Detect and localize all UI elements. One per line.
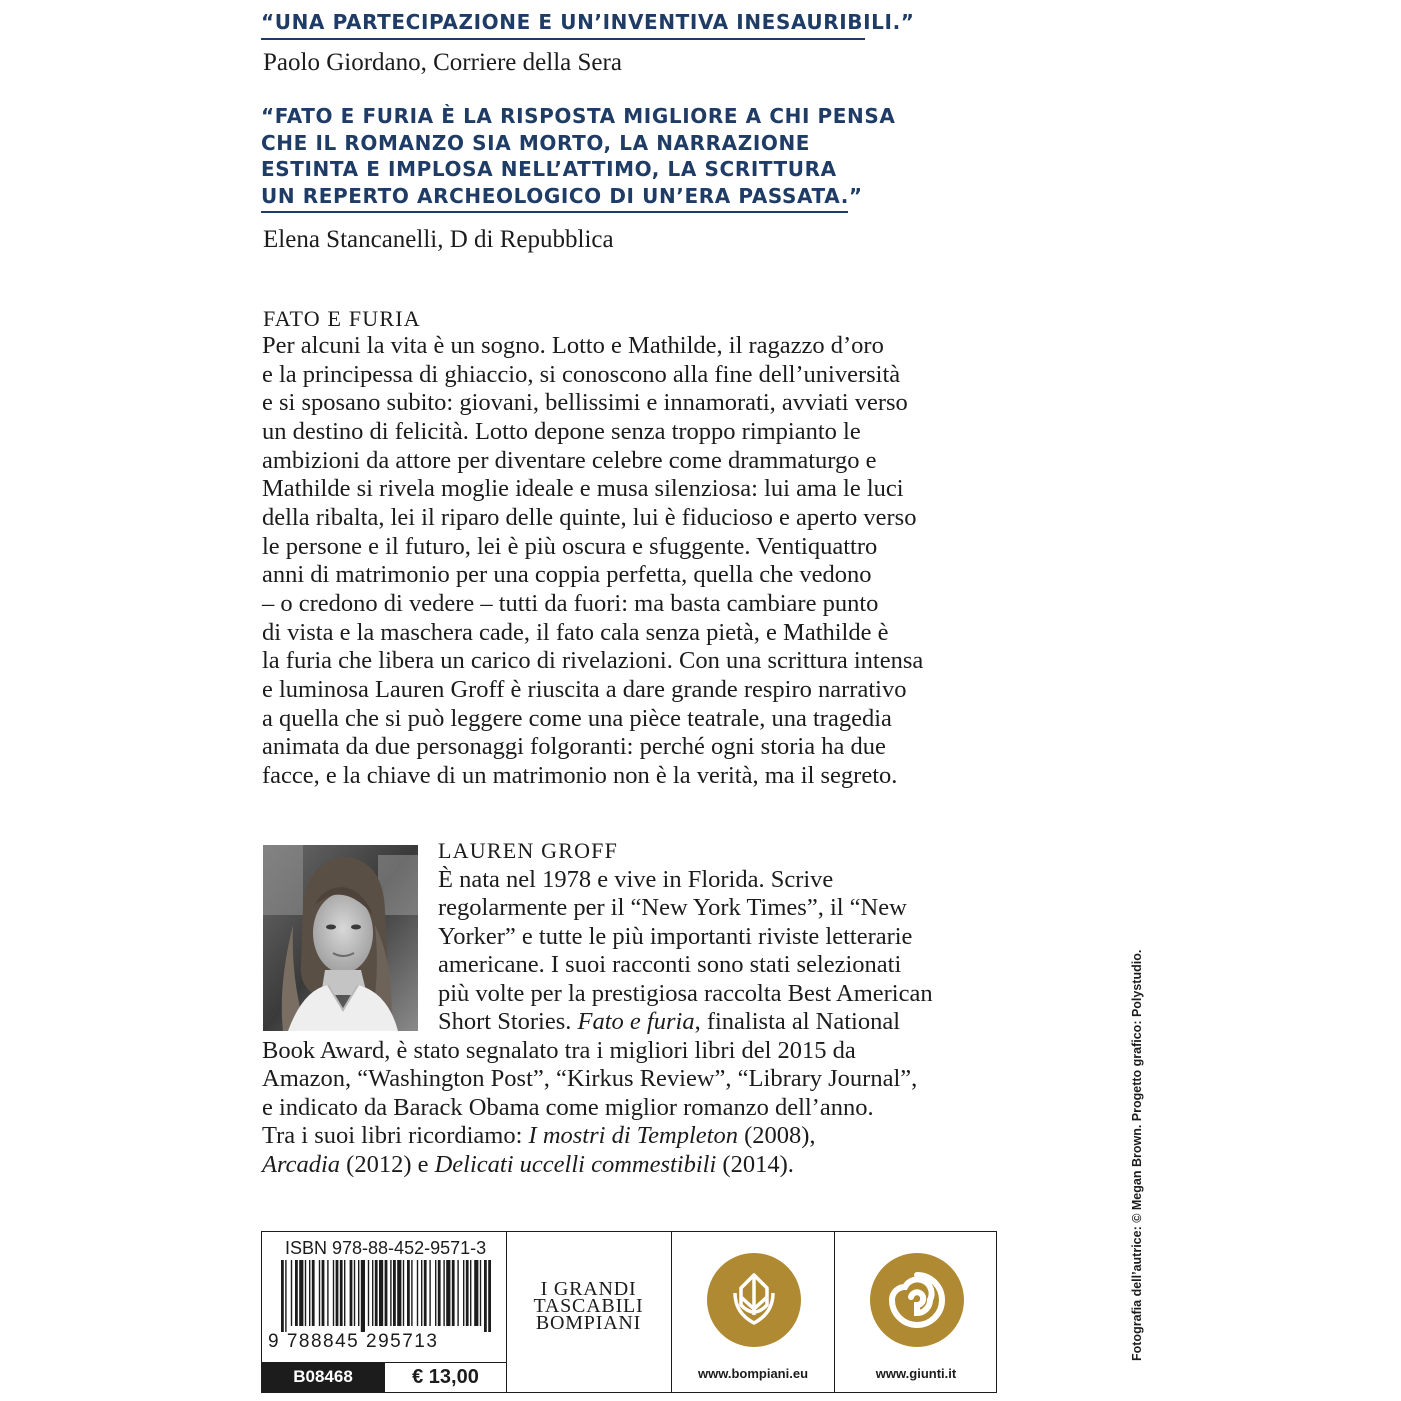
barcode-bar [333, 1260, 334, 1326]
product-code: B08468 [262, 1362, 384, 1392]
book-title-delicati: Delicati uccelli commestibili [434, 1151, 717, 1178]
bompiani-logo-icon [707, 1253, 801, 1347]
barcode-bar [299, 1260, 303, 1326]
synopsis-line: della ribalta, lei il riparo delle quinte, lui è fiducioso e aperto verso [262, 503, 917, 531]
barcode-bar [350, 1260, 353, 1326]
barcode-bar [354, 1260, 355, 1326]
barcode-bar [407, 1260, 410, 1326]
barcode-bar [368, 1260, 369, 1326]
bompiani-url: www.bompiani.eu [697, 1366, 809, 1381]
barcode-bar [443, 1260, 444, 1326]
bio-line [438, 1008, 900, 1036]
book-title-templeton: I mostri di Templeton [528, 1122, 738, 1149]
bio-text: (2014). [716, 1151, 794, 1178]
book-title-fato: Fato e furia [577, 1008, 695, 1035]
barcode-bar [411, 1260, 412, 1326]
barcode-bar [291, 1260, 292, 1326]
price: € 13,00 [384, 1362, 506, 1392]
barcode-bar [488, 1260, 491, 1332]
barcode-bar [429, 1260, 430, 1326]
barcode-bar [424, 1260, 427, 1326]
bio-line: Book Award, è stato segnalato tra i migliori libri del 2015 da [262, 1037, 856, 1064]
synopsis-line: facce, e la chiave di un matrimonio non è la verità, ma il segreto. [262, 761, 898, 789]
synopsis-line: di vista e la maschera cade, il fato cala senza pietà, e Mathilde è [262, 618, 889, 646]
barcode-bar [452, 1260, 455, 1326]
quote-line: “FATO E FURIA È LA RISPOSTA MIGLIORE A CHI PENSA [261, 104, 896, 128]
bio-line: regolarmente per il “New York Times”, il “New [438, 894, 907, 921]
isbn-label: ISBN 978-88-452-9571-3 [285, 1238, 487, 1258]
series-line: BOMPIANI [535, 1312, 642, 1334]
giunti-logo-icon [870, 1253, 964, 1347]
synopsis-line: animata da due personaggi folgoranti: perché ogni storia ha due [262, 733, 886, 761]
back-cover-footer [261, 1231, 997, 1393]
barcode-bar [336, 1260, 339, 1326]
synopsis-line: la furia che libera un carico di rivelazioni. Con una scrittura intensa [262, 647, 924, 675]
giunti-url: www.giunti.it [875, 1366, 957, 1381]
barcode-bar [397, 1260, 401, 1326]
synopsis-line: un destino di felicità. Lotto depone senza troppo rimpianto le [262, 417, 861, 445]
quote-line: ESTINTA E IMPLOSA NELL’ATTIMO, LA SCRITTURA [261, 157, 837, 181]
synopsis-line: – o credono di vedere – tutti da fuori: ma basta cambiare punto [262, 589, 879, 617]
barcode-bar [312, 1260, 315, 1326]
barcode-bar [385, 1260, 388, 1326]
book-title-arcadia: Arcadia [262, 1151, 341, 1178]
barcode-bar [309, 1260, 310, 1326]
barcode-bar [319, 1260, 320, 1326]
bio-line: È nata nel 1978 e vive in Florida. Scrive [438, 866, 834, 893]
barcode-bar [379, 1260, 383, 1326]
barcode-bar [435, 1260, 436, 1326]
barcode-bar [285, 1260, 286, 1332]
bio-line: Yorker” e tutte le più importanti riviste letterarie [438, 923, 913, 950]
barcode-bar [463, 1260, 464, 1326]
barcode-bar [393, 1260, 396, 1326]
barcode-bar [457, 1260, 458, 1326]
synopsis-line: e si sposano subito: giovani, bellissimi e innamorati, avviati verso [262, 389, 908, 417]
barcode-bar [375, 1260, 378, 1326]
synopsis-line: e la principessa di ghiaccio, si conoscono alla fine dell’università [262, 360, 901, 388]
barcode-bar [390, 1260, 391, 1326]
series-line: I GRANDI [540, 1278, 637, 1300]
quote-attribution-1: Paolo Giordano, Corriere della Sera [263, 49, 622, 76]
bio-line: Amazon, “Washington Post”, “Kirkus Review”, “Library Journal”, [262, 1065, 918, 1092]
quote-attribution-2: Elena Stancanelli, D di Repubblica [263, 226, 614, 253]
barcode-bar [372, 1260, 373, 1326]
synopsis-line: Mathilde si rivela moglie ideale e musa silenziosa: lui ama le luci [262, 475, 904, 503]
synopsis-line: anni di matrimonio per una coppia perfetta, quella che vedono [262, 561, 872, 589]
barcode-bar [480, 1260, 481, 1326]
barcode-bar [322, 1260, 325, 1326]
photo-credit: Fotografia dell’autrice: © Megan Brown. Progetto grafico: Polystudio. [1130, 949, 1144, 1361]
barcode-bar [344, 1260, 345, 1326]
synopsis-line: Per alcuni la vita è un sogno. Lotto e Mathilde, il ragazzo d’oro [262, 332, 884, 359]
synopsis-line: e luminosa Lauren Groff è riuscita a dare grande respiro narrativo [262, 675, 907, 703]
synopsis-line: ambizioni da attore per diventare celebre come drammaturgo e [262, 446, 877, 474]
bio-line: più volte per la prestigiosa raccolta Best American [438, 980, 933, 1007]
barcode-bar [305, 1260, 306, 1326]
barcode-bar [281, 1260, 284, 1332]
barcode-bar [421, 1260, 422, 1326]
barcode-bar [340, 1260, 343, 1326]
barcode-bar [438, 1260, 441, 1326]
synopsis-title: FATO E FURIA [263, 306, 421, 331]
series-name [506, 1278, 671, 1334]
barcode [281, 1260, 491, 1332]
bio-text: Tra i suoi libri ricordiamo: [262, 1122, 529, 1149]
series-line: TASCABILI [533, 1295, 644, 1317]
quote-line: “UNA PARTECIPAZIONE E UN’INVENTIVA INESAURIBILI.” [261, 10, 915, 34]
bio-text: Short Stories. [438, 1008, 578, 1035]
barcode-bar [417, 1260, 418, 1326]
bio-line: americane. I suoi racconti sono stati selezionati [438, 951, 902, 978]
barcode-bar [361, 1260, 365, 1332]
barcode-bar [484, 1260, 487, 1332]
barcode-digits: 9 788845 295713 [268, 1331, 439, 1352]
quote-line: UN REPERTO ARCHEOLOGICO DI UN’ERA PASSATA.” [261, 183, 863, 208]
barcode-bar [403, 1260, 404, 1326]
bio-text: (2012) e [340, 1151, 435, 1178]
barcode-bar [446, 1260, 450, 1326]
barcode-bar [470, 1260, 471, 1326]
barcode-bar [295, 1260, 298, 1326]
bio-text: , finalista al National [694, 1008, 901, 1035]
author-name: LAUREN GROFF [438, 838, 619, 863]
synopsis-line: le persone e il futuro, lei è più oscura e sfuggente. Ventiquattro [262, 532, 878, 560]
bio-line [262, 1122, 816, 1150]
barcode-bar [474, 1260, 478, 1326]
bio-text: (2008), [737, 1122, 816, 1149]
quote-line: CHE IL ROMANZO SIA MORTO, LA NARRAZIONE [261, 130, 811, 155]
barcode-bar [358, 1260, 359, 1326]
barcode-bar [466, 1260, 469, 1326]
barcode-bar [327, 1260, 328, 1326]
bio-line: e indicato da Barack Obama come miglior romanzo dell’anno. [262, 1094, 874, 1121]
synopsis-line: a quella che si può leggere come una pièce teatrale, una tragedia [262, 704, 892, 732]
bio-line [262, 1151, 794, 1179]
